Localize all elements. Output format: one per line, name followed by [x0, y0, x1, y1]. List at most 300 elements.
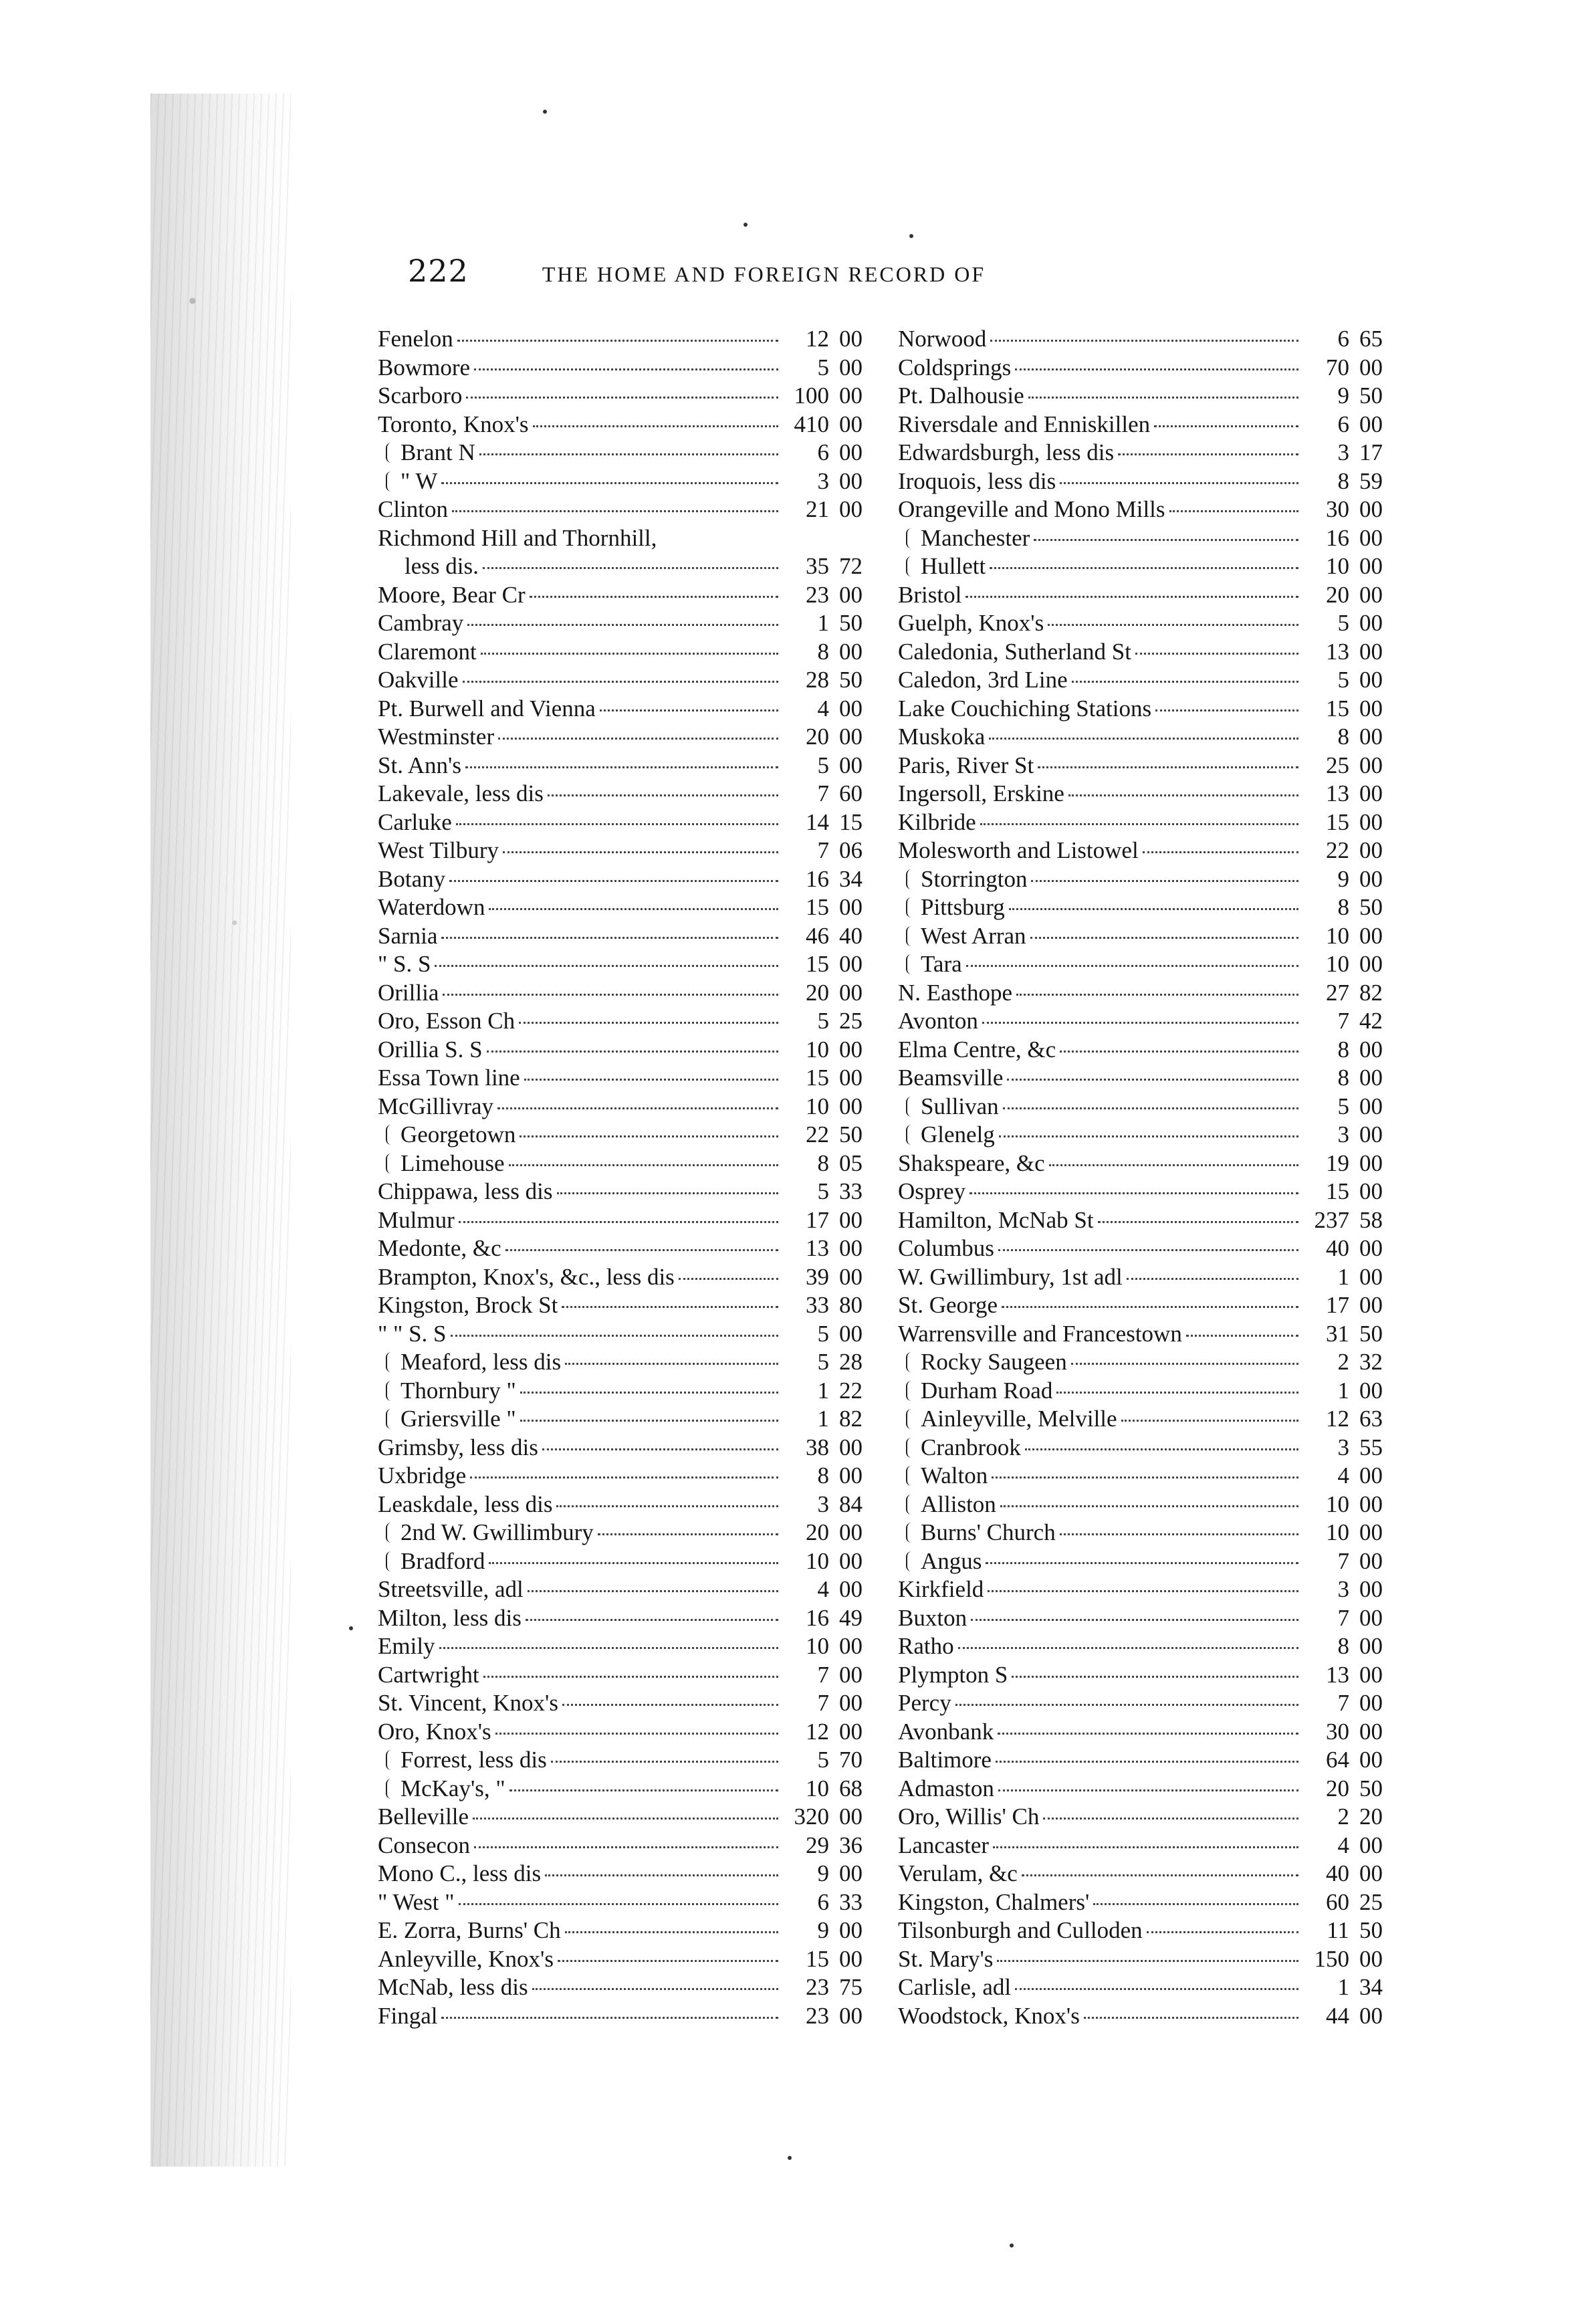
amount: [782, 638, 863, 667]
place-name: Orillia S. S: [378, 1036, 483, 1063]
dot-leader: [1022, 1873, 1298, 1876]
amount: [1302, 382, 1383, 411]
place-name: Avonton: [898, 1008, 978, 1034]
dot-leader: [495, 1731, 778, 1735]
amount-dollars: 8: [1337, 1036, 1349, 1063]
amount-dollars: 27: [1326, 979, 1349, 1006]
dot-leader: [598, 1532, 778, 1535]
ledger-row: [898, 1575, 1383, 1604]
dot-leader: [1012, 1674, 1298, 1678]
place-name: Beamsville: [898, 1065, 1004, 1091]
amount: [1302, 609, 1383, 638]
amount-cents: 00: [1359, 1690, 1383, 1716]
amount: [782, 1519, 863, 1547]
ledger-row: [378, 439, 863, 467]
place-name: Milton, less dis: [378, 1604, 522, 1631]
ledger-row: [898, 1149, 1383, 1178]
amount: [1302, 1519, 1383, 1547]
amount-cents: 50: [1359, 1917, 1383, 1943]
amount-dollars: 15: [1326, 695, 1349, 722]
ledger-row: [378, 1718, 863, 1747]
amount: [782, 723, 863, 752]
dot-leader: [999, 1134, 1298, 1137]
amount-cents: 00: [1359, 581, 1383, 608]
amount-dollars: 22: [1326, 837, 1349, 863]
amount-dollars: 8: [817, 638, 829, 665]
amount: [782, 1377, 863, 1406]
dot-leader: [1060, 481, 1298, 484]
amount: [782, 922, 863, 951]
place-name: Chippawa, less dis: [378, 1178, 553, 1204]
dot-leader: [998, 1788, 1298, 1791]
dot-leader: [1084, 2015, 1298, 2019]
place-name: E. Zorra, Burns' Ch: [378, 1917, 561, 1943]
place-name: Fingal: [378, 2002, 438, 2029]
ledger-row: [378, 1093, 863, 1121]
ledger-row: [898, 382, 1383, 411]
amount-cents: 58: [1359, 1206, 1383, 1233]
amount-dollars: 5: [817, 354, 829, 380]
running-title: THE HOME AND FOREIGN RECORD OF: [542, 262, 986, 286]
amount-dollars: 13: [806, 1235, 829, 1261]
place-name: Coldsprings: [898, 354, 1012, 380]
ink-speck: [909, 234, 913, 238]
amount-cents: 59: [1359, 467, 1383, 494]
place-name: Mulmur: [378, 1206, 455, 1233]
place-name: Paris, River St: [898, 752, 1034, 778]
amount-cents: 00: [839, 382, 863, 409]
amount-cents: 00: [1359, 1945, 1383, 1972]
ledger-row: [898, 552, 1383, 581]
amount: [1302, 1973, 1383, 2002]
amount: [1302, 411, 1383, 439]
amount-cents: 00: [1359, 1462, 1383, 1489]
amount-dollars: 6: [1337, 326, 1349, 352]
amount: [1302, 1945, 1383, 1974]
amount-dollars: 5: [817, 1178, 829, 1204]
place-name: " S. S: [378, 951, 431, 977]
dot-leader: [1060, 1532, 1298, 1535]
amount: [782, 1149, 863, 1178]
ledger-row: [898, 496, 1383, 524]
place-name: Pt. Dalhousie: [898, 382, 1024, 409]
dot-leader: [1186, 1333, 1298, 1337]
ledger-row: [898, 1973, 1383, 2002]
ledger-row: [378, 1036, 863, 1065]
amount: [782, 1746, 863, 1775]
amount: [782, 893, 863, 922]
dot-leader: [958, 1646, 1298, 1649]
dot-leader: [1038, 765, 1298, 768]
ledger-row: [898, 695, 1383, 724]
amount-dollars: 6: [817, 439, 829, 465]
place-name: Limehouse: [378, 1149, 505, 1178]
ledger-row: [898, 1491, 1383, 1519]
place-name: Brant N: [378, 439, 475, 467]
dot-leader: [551, 1759, 778, 1763]
amount-cents: 33: [839, 1888, 863, 1915]
place-name: Norwood: [898, 326, 987, 352]
amount: [782, 979, 863, 1008]
dot-leader: [1049, 1163, 1298, 1166]
amount-dollars: 20: [806, 724, 829, 750]
amount: [1302, 1632, 1383, 1661]
amount: [1302, 1007, 1383, 1036]
place-name: N. Easthope: [898, 979, 1013, 1006]
amount-cents: 00: [839, 439, 863, 465]
dot-leader: [1155, 708, 1298, 711]
place-name: Iroquois, less dis: [898, 467, 1056, 494]
dot-leader: [497, 1106, 778, 1109]
amount-cents: 00: [1359, 695, 1383, 722]
dot-leader: [990, 566, 1298, 569]
ledger-row: [378, 1775, 863, 1803]
dot-leader: [989, 736, 1298, 740]
amount-cents: 00: [1359, 610, 1383, 636]
amount: [1302, 1178, 1383, 1206]
place-name: Fenelon: [378, 326, 453, 352]
amount-cents: 00: [1359, 1292, 1383, 1318]
ledger-row: [378, 1604, 863, 1633]
amount: [1302, 638, 1383, 667]
place-name: Oro, Esson Ch: [378, 1008, 516, 1034]
amount-cents: 00: [839, 894, 863, 920]
ledger-row: [378, 1491, 863, 1519]
amount-cents: 00: [1359, 354, 1383, 380]
amount-dollars: 10: [806, 1036, 829, 1063]
amount-dollars: 1: [817, 1406, 829, 1432]
amount-cents: 65: [1359, 326, 1383, 352]
place-name: Warrensville and Francestown: [898, 1320, 1182, 1347]
dot-leader: [993, 1845, 1298, 1848]
ledger-row: [898, 1661, 1383, 1690]
ledger-row: [378, 1860, 863, 1888]
place-name: Orillia: [378, 979, 439, 1006]
place-name: Leaskdale, less dis: [378, 1491, 553, 1517]
place-name: St. Mary's: [898, 1945, 994, 1972]
place-name: Tara: [898, 950, 962, 979]
amount-dollars: 15: [806, 1945, 829, 1972]
ledger-row: [898, 1405, 1383, 1434]
amount-cents: 00: [839, 724, 863, 750]
ledger-row: [898, 638, 1383, 667]
ledger-row: [378, 1945, 863, 1974]
amount-cents: 80: [839, 1292, 863, 1318]
ink-speck: [744, 223, 748, 227]
amount-cents: 15: [839, 808, 863, 835]
ledger-row: [898, 1718, 1383, 1747]
left-column: [378, 325, 863, 2030]
amount-cents: 00: [839, 467, 863, 494]
place-name: Oro, Willis' Ch: [898, 1803, 1040, 1830]
amount: [1302, 1263, 1383, 1292]
ledger-row: [378, 1462, 863, 1491]
amount-cents: 72: [839, 553, 863, 579]
amount: [782, 1632, 863, 1661]
amount-cents: 50: [839, 667, 863, 693]
amount: [782, 1206, 863, 1235]
ledger-row: [898, 1320, 1383, 1349]
amount-cents: 00: [839, 1320, 863, 1347]
ledger-row: [378, 467, 863, 496]
amount-dollars: 10: [806, 1547, 829, 1574]
dot-leader: [545, 1873, 778, 1876]
place-name: Percy: [898, 1690, 951, 1716]
ledger-row: [378, 1689, 863, 1718]
amount: [782, 1575, 863, 1604]
amount-dollars: 237: [1314, 1206, 1349, 1233]
amount-dollars: 8: [1337, 1633, 1349, 1659]
amount-dollars: 15: [806, 1065, 829, 1091]
dot-leader: [509, 1788, 778, 1791]
dot-leader: [542, 1447, 778, 1450]
ledger-row: [898, 1945, 1383, 1974]
place-name: Ingersoll, Erskine: [898, 780, 1064, 806]
amount-dollars: 150: [1314, 1945, 1349, 1972]
place-name: McGillivray: [378, 1093, 494, 1119]
amount: [782, 1093, 863, 1121]
ledger-row: [898, 1064, 1383, 1093]
ledger-row: [898, 1832, 1383, 1860]
place-name: " W: [378, 467, 437, 496]
amount: [1302, 950, 1383, 979]
amount-dollars: 410: [794, 411, 829, 437]
amount: [1302, 1575, 1383, 1604]
amount-dollars: 9: [1337, 382, 1349, 409]
amount-cents: 00: [839, 1690, 863, 1716]
amount-dollars: 10: [1326, 1491, 1349, 1517]
place-name: Carluke: [378, 808, 452, 835]
amount-cents: 68: [839, 1775, 863, 1801]
amount: [1302, 922, 1383, 951]
amount-cents: 00: [1359, 837, 1383, 863]
ledger-row: [898, 922, 1383, 951]
place-name: St. Ann's: [378, 752, 461, 778]
ledger-row: [378, 1916, 863, 1945]
dot-leader: [520, 1418, 778, 1422]
dot-leader: [1098, 1220, 1298, 1223]
ledger-row: [378, 1206, 863, 1235]
amount-dollars: 23: [806, 1974, 829, 2000]
dot-leader: [505, 1248, 778, 1251]
amount-dollars: 5: [1337, 610, 1349, 636]
amount-cents: 36: [839, 1832, 863, 1858]
dot-leader: [955, 1703, 1298, 1706]
place-name: Scarboro: [378, 382, 463, 409]
dot-leader: [1068, 793, 1298, 796]
amount-dollars: 10: [1326, 922, 1349, 949]
ledger-row: [378, 411, 863, 439]
amount: [1302, 808, 1383, 837]
place-name: Emily: [378, 1633, 435, 1659]
amount: [782, 1775, 863, 1803]
amount-dollars: 8: [1337, 724, 1349, 750]
amount-cents: 00: [839, 1661, 863, 1688]
ledger-row: [898, 1036, 1383, 1065]
amount-cents: 00: [839, 1235, 863, 1261]
amount-dollars: 19: [1326, 1149, 1349, 1176]
ledger-row: [378, 1348, 863, 1377]
dot-leader: [1025, 1447, 1298, 1450]
amount-cents: 22: [839, 1377, 863, 1404]
amount-dollars: 15: [806, 894, 829, 920]
dot-leader: [996, 1759, 1298, 1763]
place-name: Guelph, Knox's: [898, 610, 1044, 636]
dot-leader: [489, 1561, 778, 1564]
dot-leader: [1072, 679, 1298, 683]
amount-dollars: 3: [817, 467, 829, 494]
amount-dollars: 7: [817, 780, 829, 806]
amount-cents: 06: [839, 837, 863, 863]
amount-dollars: 12: [1326, 1406, 1349, 1432]
place-name: Richmond Hill and Thornhill,: [378, 524, 657, 551]
amount: [782, 837, 863, 865]
ledger-row: [898, 1291, 1383, 1320]
place-name: Belleville: [378, 1803, 469, 1830]
amount-cents: 00: [839, 2002, 863, 2029]
dot-leader: [1016, 992, 1298, 996]
ledger-row: [378, 1888, 863, 1917]
place-name: Kingston, Chalmers': [898, 1888, 1090, 1915]
place-name: Avonbank: [898, 1718, 994, 1745]
amount-dollars: 10: [806, 1093, 829, 1119]
ledger-row: [898, 1007, 1383, 1036]
ledger-row: [898, 979, 1383, 1008]
place-name: Westminster: [378, 724, 495, 750]
amount-cents: 00: [839, 581, 863, 608]
amount: [782, 1263, 863, 1292]
amount: [1302, 1746, 1383, 1775]
amount: [782, 1234, 863, 1263]
ledger-row: [378, 1803, 863, 1832]
ledger-row: [378, 865, 863, 894]
amount-cents: 70: [839, 1747, 863, 1773]
place-name: Medonte, &c: [378, 1235, 501, 1261]
amount-dollars: 10: [806, 1775, 829, 1801]
amount-dollars: 1: [1337, 1974, 1349, 2000]
amount-cents: 49: [839, 1604, 863, 1631]
amount-dollars: 20: [1326, 581, 1349, 608]
ledger-row: [378, 1434, 863, 1462]
amount-dollars: 20: [806, 979, 829, 1006]
place-name: St. Vincent, Knox's: [378, 1690, 558, 1716]
place-name: Oro, Knox's: [378, 1718, 491, 1745]
dot-leader: [1121, 1418, 1298, 1422]
amount-dollars: 1: [817, 1377, 829, 1404]
amount: [782, 1547, 863, 1576]
ledger-row: [378, 1234, 863, 1263]
ledger-row: [378, 1377, 863, 1406]
amount-cents: 55: [1359, 1434, 1383, 1460]
ledger-row: [378, 695, 863, 724]
amount-dollars: 8: [1337, 467, 1349, 494]
right-column: [898, 325, 1383, 2030]
place-name: Griersville ": [378, 1405, 516, 1434]
place-name: Pt. Burwell and Vienna: [378, 695, 596, 722]
place-name: Cambray: [378, 610, 464, 636]
amount: [782, 1320, 863, 1349]
dot-leader: [997, 1959, 1298, 1962]
place-name: West Arran: [898, 922, 1026, 951]
amount-dollars: 14: [806, 808, 829, 835]
place-name: Hamilton, McNab St: [898, 1206, 1094, 1233]
place-name: Muskoka: [898, 724, 986, 750]
amount-dollars: 10: [806, 1633, 829, 1659]
amount-dollars: 16: [806, 1604, 829, 1631]
amount-cents: 00: [1359, 496, 1383, 522]
amount-cents: 00: [839, 1434, 863, 1460]
place-name: Edwardsburgh, less dis: [898, 439, 1115, 465]
ledger-row: [898, 1689, 1383, 1718]
amount-dollars: 100: [794, 382, 829, 409]
dot-leader: [1147, 1930, 1298, 1933]
amount-dollars: 4: [1337, 1462, 1349, 1489]
dot-leader: [1169, 509, 1298, 512]
amount-dollars: 40: [1326, 1860, 1349, 1886]
amount: [782, 1803, 863, 1832]
dot-leader: [1003, 1106, 1298, 1109]
amount-dollars: 3: [817, 1491, 829, 1517]
amount-dollars: 7: [1337, 1690, 1349, 1716]
amount-cents: 00: [1359, 2002, 1383, 2029]
amount: [782, 581, 863, 610]
dot-leader: [528, 1589, 778, 1592]
ledger-row: [898, 893, 1383, 922]
ledger-row: [898, 354, 1383, 382]
amount-cents: 34: [1359, 1974, 1383, 2000]
dot-leader: [548, 793, 778, 796]
dot-leader: [1093, 1902, 1298, 1905]
dot-leader: [509, 1163, 778, 1166]
amount: [782, 2002, 863, 2031]
amount: [1302, 1377, 1383, 1406]
place-name: Cranbrook: [898, 1434, 1021, 1462]
dot-leader: [998, 1731, 1298, 1735]
amount-cents: 00: [1359, 411, 1383, 437]
place-name: Clinton: [378, 496, 449, 522]
amount-cents: 00: [839, 1263, 863, 1290]
amount-cents: 00: [1359, 1661, 1383, 1688]
amount-dollars: 9: [817, 1860, 829, 1886]
ledger-row: [898, 1547, 1383, 1576]
place-name: McNab, less dis: [378, 1974, 528, 2000]
place-name: Carlisle, adl: [898, 1974, 1012, 2000]
amount-cents: 00: [839, 695, 863, 722]
amount-cents: 00: [839, 979, 863, 1006]
amount: [1302, 496, 1383, 524]
dot-leader: [1071, 1361, 1298, 1365]
ledger-row: [378, 1405, 863, 1434]
ledger-row: [378, 524, 863, 553]
amount: [1302, 552, 1383, 581]
amount: [1302, 1803, 1383, 1832]
amount: [782, 552, 863, 581]
amount: [782, 496, 863, 524]
place-name: Hullett: [898, 552, 986, 581]
amount: [1302, 1916, 1383, 1945]
ledger-row: [378, 1178, 863, 1206]
amount-cents: 20: [1359, 1803, 1383, 1830]
dot-leader: [1015, 1987, 1298, 1990]
place-name: Sarnia: [378, 922, 438, 949]
amount-cents: 00: [1359, 1491, 1383, 1517]
place-name: Durham Road: [898, 1377, 1052, 1406]
place-name: Caledonia, Sutherland St: [898, 638, 1131, 665]
amount: [1302, 837, 1383, 865]
dot-leader: [530, 594, 778, 598]
ledger-row: [898, 1746, 1383, 1775]
amount-dollars: 39: [806, 1263, 829, 1290]
